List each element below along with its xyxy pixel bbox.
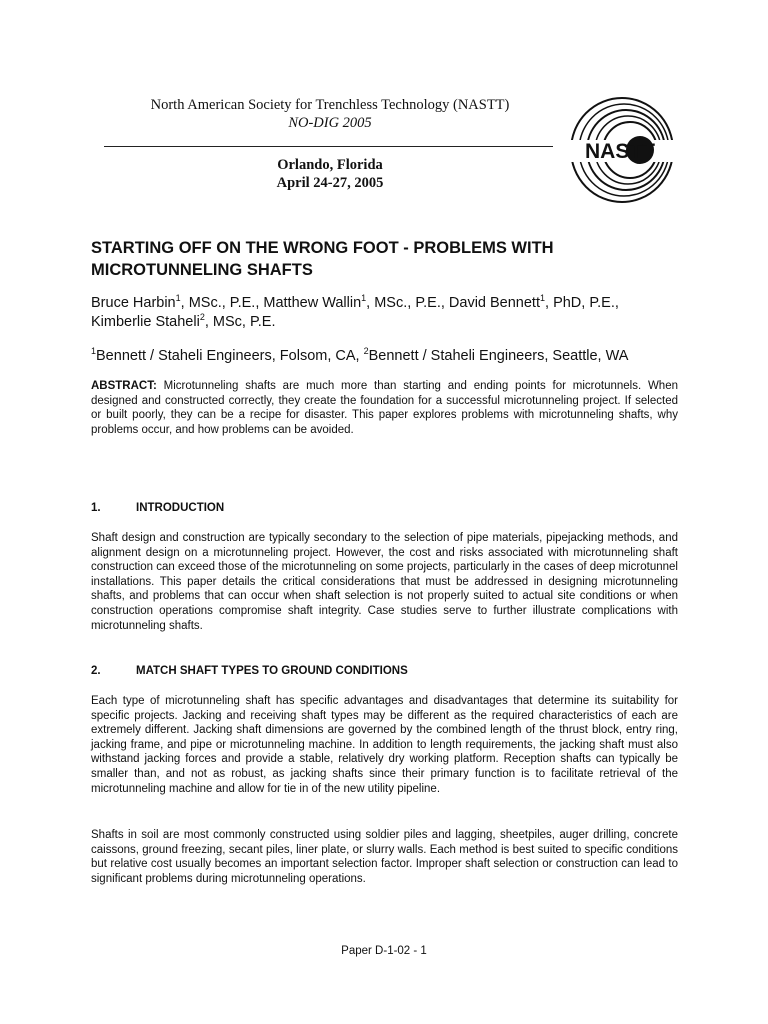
body-paragraph: Shaft design and construction are typically secondary to the selection of pipe materials, pipejacking methods, and alignment design on a microtunneling project. However, the cost and risks associated with microtunneling shaft construction can exceed those of the microtunneling on some projects, particularly in the cases of deep microtunnel installations. This paper details the critical considerations that must be addressed in designing microtunneling shafts, and problems that can occur when shaft selection is not properly suited to actual site conditions or when construction operations compromise shaft integrity. Case studies serve to further illustrate complications with microtunneling shafts. — [91, 532, 678, 632]
author-name: Kimberlie Staheli — [91, 314, 200, 330]
author-credentials: , MSc., P.E., — [366, 295, 449, 311]
header-divider — [104, 146, 553, 147]
author-affiliation-mark: 1 — [361, 293, 367, 303]
conference-city: Orlando, Florida — [277, 157, 383, 173]
section-heading — [91, 664, 408, 678]
affiliation-mark: 1 — [91, 346, 97, 356]
body-paragraph: Each type of microtunneling shaft has specific advantages and disadvantages that determine its suitability for specific projects. Jacking and receiving shaft types may be different as the required characteristics of each are extremely different. Jacking shaft dimensions are governed by the combined length of the thrust block, entry ring, jacking frame, and pipe or microtunneling machine. In addition to length requirements, the jacking shaft must also withstand jacking forces and provide a stable, relatively dry working platform. Reception shafts can typically be smaller than, and not as robust, as jacking shafts since their primary function is to facilitate retrieval of the microtunneling machine and allow for tie in of the new utility pipeline. — [91, 695, 678, 795]
section-number: 1. — [91, 502, 101, 514]
logo-text: NASTT — [585, 140, 655, 163]
affiliation-1: Bennett / Staheli Engineers, Folsom, CA, — [96, 348, 364, 364]
event-name: NO-DIG 2005 — [288, 115, 372, 131]
author-name: Matthew Wallin — [263, 295, 362, 311]
section-title: INTRODUCTION — [136, 502, 225, 514]
abstract-text: Microtunneling shafts are much more than starting and ending points for microtunnels. When designed and constructed correctly, they create the foundation for a successful microtunneling project. If selected or built poorly, they can be a recipe for disaster. This paper explores problems with microtunneling shafts, why problems occur, and how problems can be avoided. — [91, 380, 678, 436]
author-credentials: , MSc, P.E. — [204, 314, 276, 330]
section-title: MATCH SHAFT TYPES TO GROUND CONDITIONS — [136, 665, 408, 677]
paper-title-line-2: MICROTUNNELING SHAFTS — [91, 261, 313, 279]
nastt-logo-icon — [564, 95, 676, 205]
conference-location — [110, 156, 550, 192]
author-credentials: , MSc., P.E., — [180, 295, 264, 311]
conference-dates: April 24-27, 2005 — [276, 175, 384, 191]
author-list — [91, 294, 691, 332]
author-name: David Bennett — [448, 295, 540, 311]
author-affiliation-mark: 2 — [199, 312, 205, 322]
section-number: 2. — [91, 665, 101, 677]
page-footer: Paper D-1-02 - 1 — [341, 945, 427, 957]
author-affiliation-mark: 1 — [175, 293, 181, 303]
body-paragraph: Shafts in soil are most commonly constructed using soldier piles and lagging, sheetpiles, auger drilling, concrete caissons, ground freezing, secant piles, liner plate, or slurry walls. Each method is best suited to specific conditions but relative cost usually becomes an important selection factor. Improper shaft selection or construction can lead to significant problems during microtunneling operations. — [91, 829, 678, 885]
author-credentials: , PhD, P.E., — [545, 295, 619, 311]
abstract — [91, 379, 678, 437]
society-name: North American Society for Trenchless Technology (NASTT) — [150, 97, 510, 113]
conference-header — [110, 96, 550, 132]
affiliations — [91, 347, 691, 366]
author-name: Bruce Harbin — [91, 295, 176, 311]
abstract-label: ABSTRACT: — [91, 380, 157, 392]
affiliation-mark: 2 — [363, 346, 369, 356]
section-heading — [91, 501, 224, 515]
author-affiliation-mark: 1 — [540, 293, 546, 303]
paper-title — [91, 237, 691, 281]
affiliation-2: Bennett / Staheli Engineers, Seattle, WA — [368, 348, 629, 364]
paper-title-line-1: STARTING OFF ON THE WRONG FOOT - PROBLEMS WITH — [91, 239, 554, 257]
